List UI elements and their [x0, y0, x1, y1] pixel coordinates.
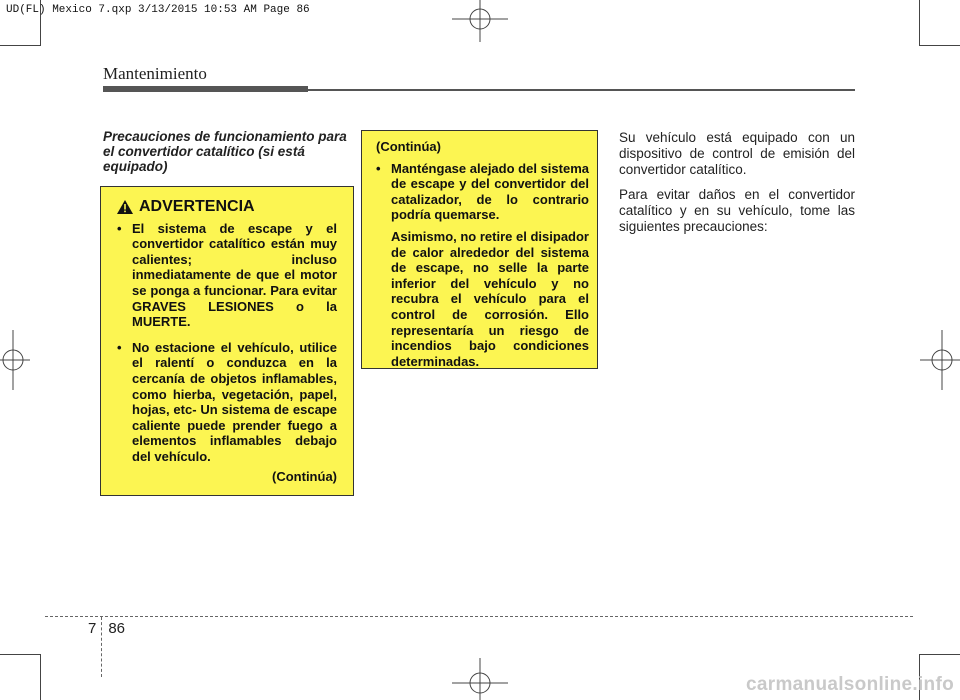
warning-title — [117, 199, 337, 215]
section-title: Mantenimiento — [103, 64, 207, 83]
body-paragraph: Para evitar daños en el convertidor catalítico y en su vehículo, tome las siguientes precauciones: — [619, 187, 855, 234]
crop-mark — [919, 0, 920, 46]
page-number — [88, 620, 125, 637]
body-text — [619, 130, 855, 244]
warning-bullet: • El sistema de escape y el convertidor catalítico están muy calientes; incluso inmediatamente de que el motor se ponga a funcionar. Para evitar GRAVES LESIONES o la MUERTE. — [117, 221, 337, 330]
chapter-number: 7 — [88, 620, 97, 637]
warning-bullet: • Manténgase alejado del sistema de escape y del convertidor del catalizador, de lo contrario podría quemarse. — [376, 161, 589, 223]
continued-label: (Continúa) — [272, 468, 337, 484]
warning-box — [100, 186, 354, 496]
warning-title-text: ADVERTENCIA — [139, 198, 255, 215]
warning-triangle-icon — [117, 200, 133, 214]
header-rule-accent — [103, 86, 308, 92]
print-meta: UD(FL) Mexico 7.qxp 3/13/2015 10:53 AM Page 86 — [6, 4, 310, 16]
subheading: Precauciones de funcionamiento para el convertidor catalítico (si está equipado) — [103, 129, 347, 174]
watermark: carmanualsonline.info — [746, 674, 954, 695]
registration-mark-icon — [0, 320, 30, 400]
registration-mark-icon — [920, 320, 960, 400]
warning-paragraph: Asimismo, no retire el disipador de calor alrededor del sistema de escape, no selle la parte inferior del vehículo y no recubra el vehículo para el control de corrosión. Ello representaría un riesgo de incendios bajo condiciones determinadas. — [391, 228, 589, 369]
crop-mark — [920, 45, 960, 46]
crop-mark — [0, 45, 40, 46]
warning-bullet: • No estacione el vehículo, utilice el ralentí o conduzca en la cercanía de objetos inflamables, como hierba, vegetación, papel, hojas, etc- Un sistema de escape caliente puede prender fuego a elementos inflamables debajo del vehículo. — [117, 340, 337, 465]
footer-rule — [45, 616, 913, 617]
continued-label: (Continúa) — [376, 139, 441, 154]
warning-box-continued — [361, 130, 598, 369]
crop-mark — [40, 654, 41, 700]
page-number-value: 86 — [108, 620, 126, 637]
registration-mark-icon — [452, 658, 508, 700]
crop-mark — [920, 654, 960, 655]
body-paragraph: Su vehículo está equipado con un dispositivo de control de emisión del convertidor catalítico. — [619, 130, 855, 177]
crop-mark — [0, 654, 40, 655]
registration-mark-icon — [452, 0, 508, 42]
